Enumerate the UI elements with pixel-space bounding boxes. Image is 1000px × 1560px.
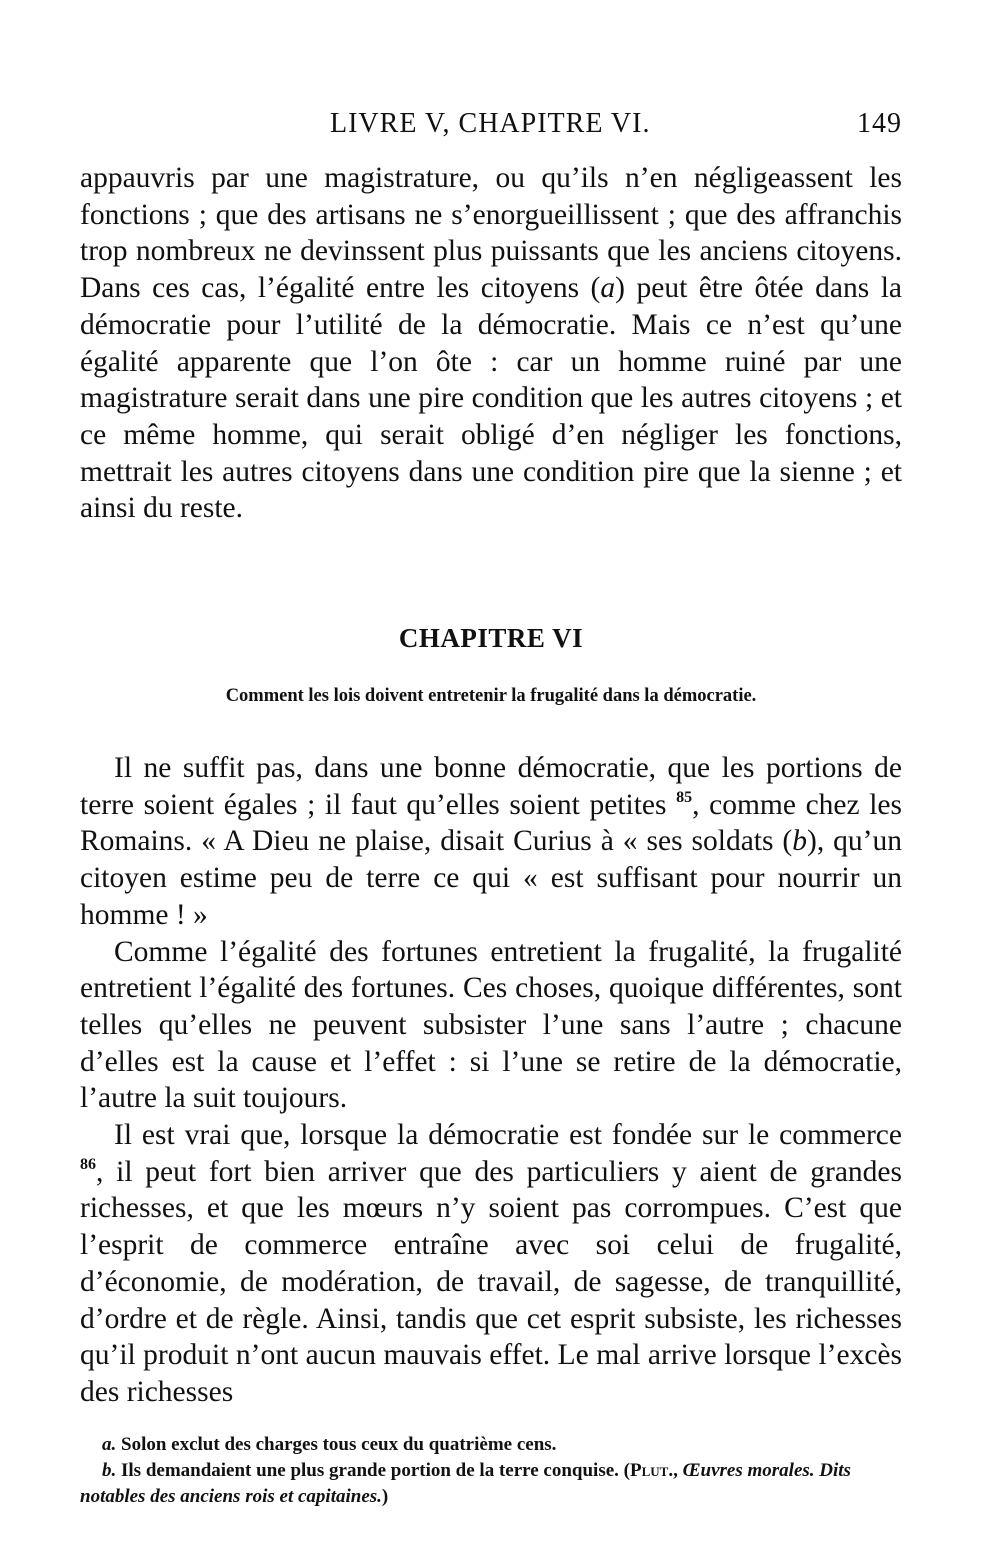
running-header — [80, 108, 902, 144]
footnote-b-sep: , — [673, 1460, 683, 1481]
paragraph-1 — [80, 750, 902, 934]
paragraph-3 — [80, 1117, 902, 1411]
footnote-b-marker: b. — [102, 1460, 117, 1481]
footnote-a — [80, 1432, 902, 1458]
footnotes — [80, 1432, 902, 1510]
footnote-ref-a: a — [600, 272, 616, 305]
footnote-b-source: Œuvres morales. Dits notables des anciens rois et capitaines. — [80, 1460, 851, 1507]
footnote-b-text: Ils demandaient une plus grande portion de la terre conquise. ( — [121, 1460, 630, 1481]
book-page — [80, 0, 902, 1560]
footnote-a-text: Solon exclut des charges tous ceux du quatrième cens. — [121, 1434, 557, 1455]
footnote-b-close: ) — [381, 1486, 389, 1507]
chapter-heading: CHAPITRE VI — [398, 623, 584, 653]
note-ref-86: 86 — [80, 1155, 96, 1173]
continuation-text-2: ) peut être ôtée dans la démocratie pour l’utilité de la démocratie. Mais ce n’est qu’une égalité apparente que l’on ôte : car un homme ruiné par une magistrature serait dans une pire condition que les autres citoyens ; et ce même homme, qui serait obligé d’en négliger les fonctions, mettrait les autres citoyens dans une condition pire que la sienne ; et ainsi du reste. — [80, 272, 902, 525]
paragraph-1-text-b: , comme chez les Romains. « A Dieu ne plaise, disait Curius à « ses soldats ( — [80, 788, 902, 858]
paragraph-1-text-a: Il ne suffit pas, dans une bonne démocratie, que les portions de terre soient égales ; il faut qu’elles soient petites — [80, 752, 902, 821]
footnote-ref-b: b — [792, 825, 807, 858]
page-number: 149 — [857, 108, 902, 139]
paragraph-3-text-a: Il est vrai que, lorsque la démocratie est fondée sur le commerce — [114, 1119, 902, 1152]
continuation-text-1: appauvris par une magistrature, ou qu’ils n’en négligeassent les fonctions ; que des artisans ne s’enorgueillissent ; que des affranchis trop nombreux ne devinssent plus puissants que les anciens citoyens. Dans ces cas, l’égalité entre les citoyens ( — [80, 162, 902, 305]
paragraph-2: Comme l’égalité des fortunes entretient la frugalité, la frugalité entretient l’égalité des fortunes. Ces choses, quoique différentes, sont telles qu’elles ne peuvent subsister l’une sans l’autre ; chacune d’elles est la cause et l’effet : si l’une se retire de la démocratie, l’autre la suit toujours. — [80, 935, 902, 1115]
paragraph-1-text-c: ), qu’un citoyen estime peu de terre ce qui « est suffisant pour nourrir un homme ! » — [80, 825, 902, 931]
chapter-body — [80, 750, 902, 1411]
note-ref-85: 85 — [676, 788, 693, 806]
running-title: LIVRE V, CHAPITRE VI. — [330, 108, 651, 139]
continuation-paragraph — [80, 160, 902, 527]
paragraph-3-text-b: , il peut fort bien arriver que des particuliers y aient de grandes richesses, et que les mœurs n’y soient pas corrompues. C’est que l’esprit de commerce entraîne avec soi celui de frugalité, d’économie, de modération, de travail, de sagesse, de tranquillité, d’ordre et de règle. Ainsi, tandis que cet esprit subsiste, les richesses qu’il produit n’ont aucun mauvais effet. Le mal arrive lorsque l’excès des richesses — [80, 1155, 902, 1408]
footnote-a-marker: a. — [102, 1434, 117, 1455]
footnote-b — [80, 1458, 902, 1510]
footnote-b-author: Plut. — [630, 1460, 674, 1481]
chapter-subtitle: Comment les lois doivent entretenir la frugalité dans la démocratie. — [225, 686, 757, 706]
